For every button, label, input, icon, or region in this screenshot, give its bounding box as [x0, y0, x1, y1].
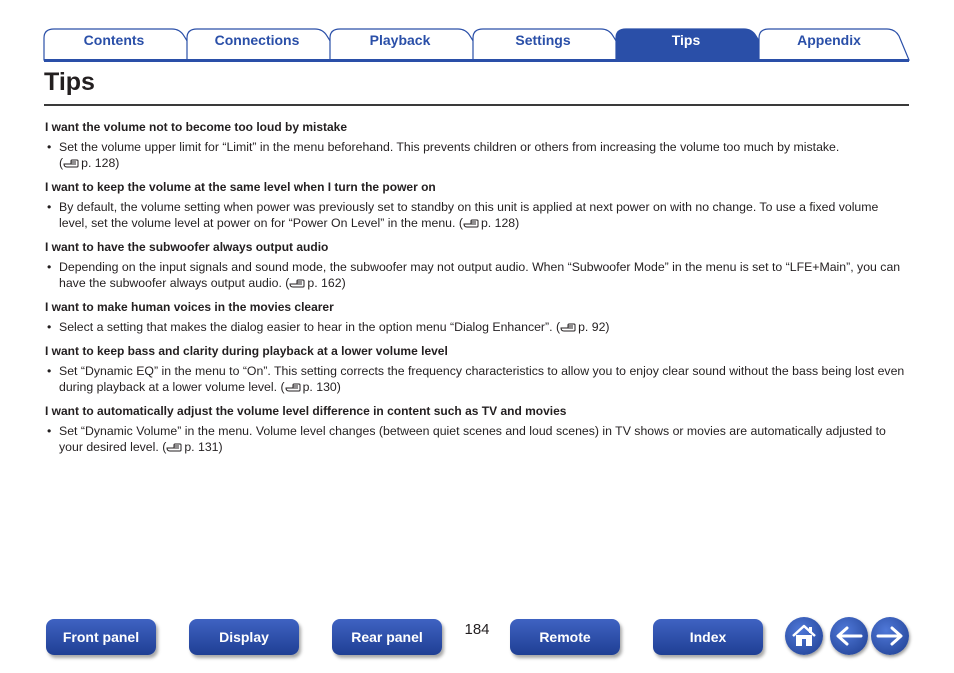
rear-panel-button[interactable]: Rear panel	[332, 619, 442, 655]
tab-contents[interactable]: Contents	[83, 32, 145, 48]
tip-text: Select a setting that makes the dialog easier to hear in the option menu “Dialog Enhancer”.	[59, 320, 553, 334]
home-icon	[791, 624, 817, 648]
tip-section	[45, 179, 907, 231]
tab-settings[interactable]: Settings	[515, 32, 571, 48]
remote-button[interactable]: Remote	[510, 619, 620, 655]
front-panel-button[interactable]: Front panel	[46, 619, 156, 655]
page-reference-link[interactable]: p. 128)	[81, 156, 120, 170]
bullet-dot: •	[47, 320, 52, 334]
bullet-dot: •	[47, 140, 52, 154]
page-reference-link[interactable]: p. 131)	[184, 440, 223, 454]
tab-tips[interactable]: Tips	[671, 32, 701, 48]
tip-section	[45, 239, 907, 291]
tip-heading: I want to make human voices in the movies clearer	[45, 300, 334, 314]
tab-appendix[interactable]: Appendix	[797, 32, 861, 48]
home-button[interactable]	[785, 617, 823, 655]
page-title: Tips	[44, 68, 95, 96]
forward-button[interactable]	[871, 617, 909, 655]
page-reference-link[interactable]: p. 162)	[307, 276, 346, 290]
tip-bullet: • Select a setting that makes the dialog easier to hear in the option menu “Dialog Enhancer”. ( p. 92)	[47, 320, 610, 334]
back-button[interactable]	[830, 617, 868, 655]
tips-content	[45, 119, 907, 463]
display-button[interactable]: Display	[189, 619, 299, 655]
tip-text: By default, the volume setting when power was previously set to standby on this unit is applied at next power on with no change. To use a fixed volume level, set the volume level at power on for “Power On Level” in the menu.	[59, 200, 879, 230]
tab-playback[interactable]: Playback	[369, 32, 431, 48]
bullet-dot: •	[47, 364, 52, 378]
pointing-hand-icon	[289, 278, 305, 288]
tip-heading: I want to automatically adjust the volume level difference in content such as TV and movies	[45, 404, 567, 418]
page-reference-link[interactable]: p. 92)	[578, 320, 610, 334]
tip-text: Set the volume upper limit for “Limit” in the menu beforehand. This prevents children or others from increasing the volume too much by mistake.	[59, 140, 840, 154]
tip-heading: I want to keep bass and clarity during playback at a lower volume level	[45, 344, 448, 358]
tip-bullet: • Depending on the input signals and sound mode, the subwoofer may not output audio. When “Subwoofer Mode” in the menu is set to “LFE+Main”, you can have the subwoofer always output audio. ( p. 162)	[47, 260, 901, 290]
pointing-hand-icon	[463, 218, 479, 228]
page-reference-link[interactable]: p. 130)	[302, 380, 341, 394]
pointing-hand-icon	[63, 158, 79, 168]
tip-section	[45, 403, 907, 455]
tip-bullet: • Set “Dynamic EQ” in the menu to “On”. This setting corrects the frequency characteristics to allow you to enjoy clear sound without the bass being lost even during playback at a lower volume level. ( p. 130)	[47, 364, 905, 394]
tip-heading: I want to keep the volume at the same level when I turn the power on	[45, 180, 436, 194]
tip-bullet: • By default, the volume setting when power was previously set to standby on this unit is applied at next power on with no change. To use a fixed volume level, set the volume level at power on for “Power On Level” in the menu. ( p. 128)	[47, 200, 879, 230]
tab-bar	[0, 0, 954, 64]
pointing-hand-icon	[166, 442, 182, 452]
tip-section	[45, 343, 907, 395]
bullet-dot: •	[47, 424, 52, 438]
tab-connections[interactable]: Connections	[214, 32, 300, 48]
tab-baseline	[44, 59, 909, 62]
tip-text: Depending on the input signals and sound mode, the subwoofer may not output audio. When “Subwoofer Mode” in the menu is set to “LFE+Main”, you can have the subwoofer always output audio.	[59, 260, 901, 290]
page-number: 184	[464, 621, 490, 638]
pointing-hand-icon	[285, 382, 301, 392]
tip-section	[45, 119, 907, 171]
arrow-right-icon	[876, 626, 904, 646]
tip-bullet: • Set the volume upper limit for “Limit” in the menu beforehand. This prevents children or others from increasing the volume too much by mistake. ( p. 128)	[47, 140, 840, 170]
bullet-dot: •	[47, 260, 52, 274]
bullet-dot: •	[47, 200, 52, 214]
tip-text: Set “Dynamic EQ” in the menu to “On”. This setting corrects the frequency characteristics to allow you to enjoy clear sound without the bass being lost even during playback at a lower volume level.	[59, 364, 905, 394]
index-button[interactable]: Index	[653, 619, 763, 655]
pointing-hand-icon	[560, 322, 576, 332]
tip-section	[45, 299, 907, 335]
tip-heading: I want to have the subwoofer always output audio	[45, 240, 329, 254]
arrow-left-icon	[835, 626, 863, 646]
title-divider	[44, 104, 909, 106]
tip-heading: I want the volume not to become too loud by mistake	[45, 120, 348, 134]
page-reference-link[interactable]: p. 128)	[480, 216, 520, 230]
tip-bullet: • Set “Dynamic Volume” in the menu. Volume level changes (between quiet scenes and loud scenes) in TV shows or movies are automatically adjusted to your desired level. ( p. 131)	[47, 424, 886, 454]
tip-text: Set “Dynamic Volume” in the menu. Volume level changes (between quiet scenes and loud scenes) in TV shows or movies are automatically adjusted to your desired level.	[59, 424, 886, 454]
